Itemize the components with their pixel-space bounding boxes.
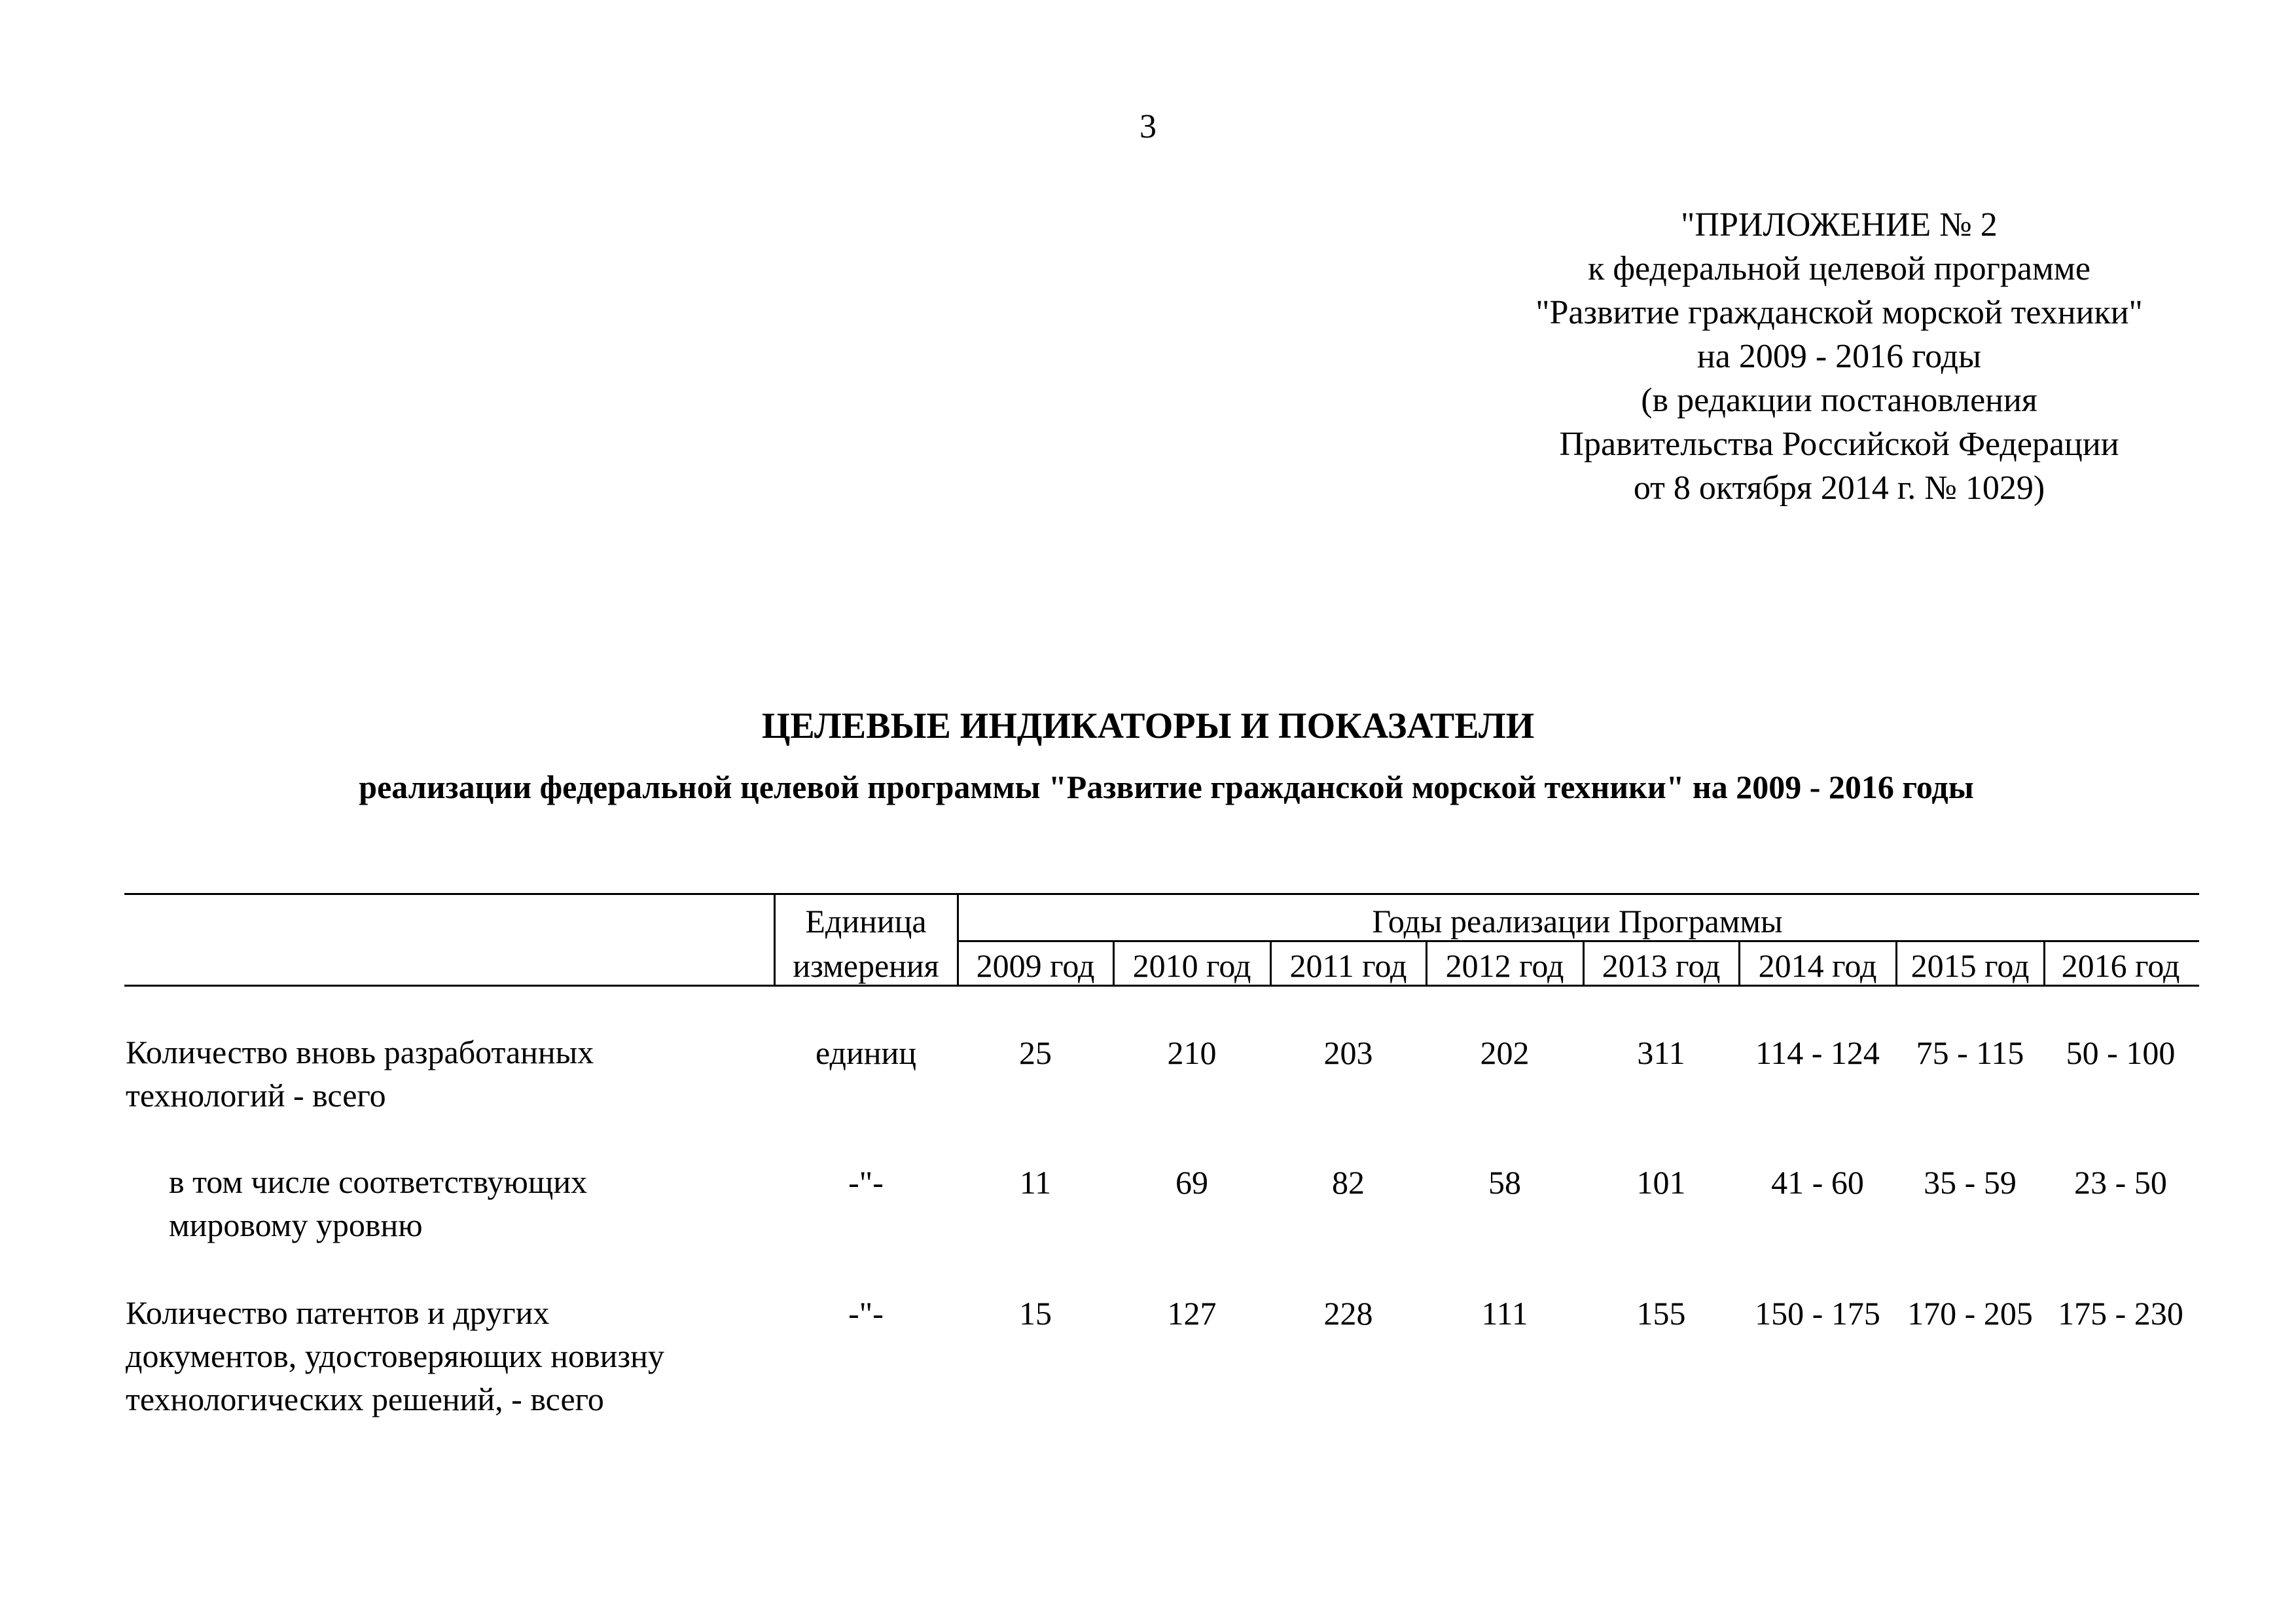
document-subtitle: реализации федеральной целевой программы "Развитие гражданской морской техники" на 2009 - 2016 годы <box>359 769 1974 805</box>
column-divider <box>1113 941 1115 986</box>
table-cell: 25 <box>1019 1034 1052 1071</box>
table-cell: 228 <box>1323 1295 1373 1332</box>
column-divider <box>1738 941 1740 986</box>
table-cell: 210 <box>1167 1034 1217 1071</box>
year-header: 2014 год <box>1758 947 1877 984</box>
table-cell: 101 <box>1636 1164 1686 1201</box>
table-cell: 202 <box>1480 1034 1530 1071</box>
table-cell: 75 - 115 <box>1916 1034 2024 1071</box>
table-cell: 111 <box>1481 1295 1528 1332</box>
unit-header: Единица <box>805 903 927 939</box>
year-header: 2012 год <box>1445 947 1564 984</box>
table-row-label: Количество вновь разработанных технологий - всего <box>126 1034 594 1114</box>
unit-header: измерения <box>793 947 939 984</box>
year-header: 2016 год <box>2061 947 2180 984</box>
appendix-block <box>1535 203 2143 510</box>
page-number: 3 <box>1139 108 1157 145</box>
table-cell: 150 - 175 <box>1755 1295 1880 1332</box>
table-cell-unit: единиц <box>815 1034 917 1071</box>
table-cell: 175 - 230 <box>2058 1295 2183 1332</box>
table-cell: 15 <box>1019 1295 1052 1332</box>
table-cell-unit: -"- <box>848 1164 884 1201</box>
year-header: 2010 год <box>1132 947 1251 984</box>
appendix-line: к федеральной целевой программе <box>1588 250 2090 287</box>
table-cell: 35 - 59 <box>1924 1164 2017 1201</box>
column-divider <box>1270 941 1272 986</box>
column-divider <box>1895 941 1897 986</box>
appendix-line: на 2009 - 2016 годы <box>1696 338 1982 375</box>
year-header: 2011 год <box>1289 947 1407 984</box>
column-divider <box>1426 941 1427 986</box>
column-divider <box>2043 941 2045 986</box>
table-cell: 114 - 124 <box>1755 1034 1880 1071</box>
column-divider <box>774 894 776 986</box>
table-row-label: в том числе соответствующих мировому уровню <box>169 1163 588 1243</box>
table-cell: 23 - 50 <box>2074 1164 2167 1201</box>
table-cell: 82 <box>1332 1164 1365 1201</box>
table-header-bottom-rule <box>124 985 2199 987</box>
table-cell: 311 <box>1637 1034 1685 1071</box>
appendix-line: от 8 октября 2014 г. № 1029) <box>1633 469 2045 507</box>
column-divider <box>957 894 959 986</box>
years-group-header: Годы реализации Программы <box>1372 903 1783 939</box>
appendix-line: "Развитие гражданской морской техники" <box>1535 294 2143 331</box>
years-group-rule <box>957 940 2199 942</box>
column-divider <box>1583 941 1585 986</box>
year-header: 2009 год <box>976 947 1095 984</box>
year-header: 2015 год <box>1910 947 2030 984</box>
year-header: 2013 год <box>1602 947 1721 984</box>
table-cell: 69 <box>1175 1164 1208 1201</box>
table-cell: 11 <box>1019 1164 1052 1201</box>
table-cell-unit: -"- <box>848 1295 884 1332</box>
appendix-line: (в редакции постановления <box>1641 382 2037 419</box>
table-top-rule <box>124 893 2199 895</box>
table-cell: 127 <box>1167 1295 1217 1332</box>
table-cell: 58 <box>1488 1164 1521 1201</box>
table-row-label: Количество патентов и других документов, удостоверяющих новизну технологических решений, - всего <box>126 1294 664 1417</box>
appendix-line: Правительства Российской Федерации <box>1559 426 2119 463</box>
table-cell: 50 - 100 <box>2066 1034 2176 1071</box>
table-cell: 203 <box>1323 1034 1373 1071</box>
table-cell: 170 - 205 <box>1907 1295 2033 1332</box>
appendix-line: "ПРИЛОЖЕНИЕ № 2 <box>1681 206 1998 244</box>
document-title: ЦЕЛЕВЫЕ ИНДИКАТОРЫ И ПОКАЗАТЕЛИ <box>761 706 1535 746</box>
table-cell: 41 - 60 <box>1771 1164 1864 1201</box>
table-cell: 155 <box>1636 1295 1686 1332</box>
